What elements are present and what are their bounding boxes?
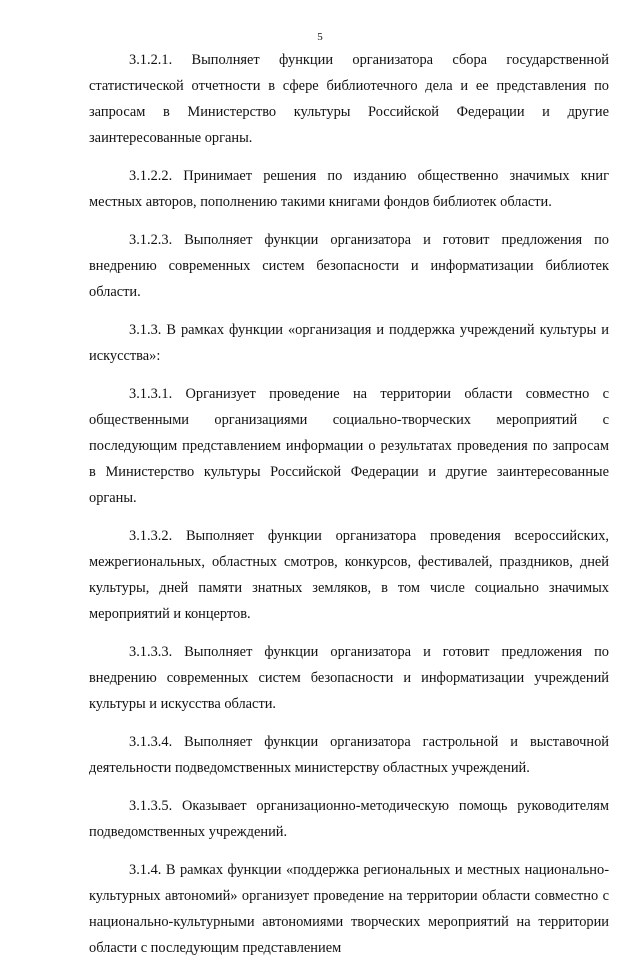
paragraph-3-1-2-2: 3.1.2.2. Принимает решения по изданию общественно значимых книг местных авторов, пополнению такими книгами фондов библиотек области. bbox=[89, 168, 609, 210]
paragraph-3-1-3: 3.1.3. В рамках функции «организация и поддержка учреждений культуры и искусства»: bbox=[89, 322, 609, 364]
paragraph-3-1-3-2: 3.1.3.2. Выполняет функции организатора проведения всероссийских, межрегиональных, областных смотров, конкурсов, фестивалей, праздников, дней культуры, дней памяти знатных земляков, в том числе социально значимых мероприятий и концертов. bbox=[89, 528, 609, 622]
paragraph-3-1-4: 3.1.4. В рамках функции «поддержка региональных и местных национально-культурных автономий» организует проведение на территории области совместно с национально-культурными автономиями творческих мероприятий на территории области с последующим представлением bbox=[89, 862, 609, 956]
document-body bbox=[89, 47, 609, 973]
paragraph-3-1-3-5: 3.1.3.5. Оказывает организационно-методическую помощь руководителям подведомственных учреждений. bbox=[89, 798, 609, 840]
paragraph-3-1-3-3: 3.1.3.3. Выполняет функции организатора и готовит предложения по внедрению современных систем безопасности и информатизации учреждений культуры и искусства области. bbox=[89, 644, 609, 712]
page-number: 5 bbox=[317, 31, 323, 43]
paragraph-3-1-3-4: 3.1.3.4. Выполняет функции организатора гастрольной и выставочной деятельности подведомственных министерству областных учреждений. bbox=[89, 734, 609, 776]
paragraph-3-1-3-1: 3.1.3.1. Организует проведение на территории области совместно с общественными организациями социально-творческих мероприятий с последующим представлением информации о результатах проведения по запросам в Министерство культуры Российской Федерации и другие заинтересованные органы. bbox=[89, 386, 609, 506]
paragraph-3-1-2-3: 3.1.2.3. Выполняет функции организатора и готовит предложения по внедрению современных систем безопасности и информатизации библиотек области. bbox=[89, 232, 609, 300]
paragraph-3-1-2-1: 3.1.2.1. Выполняет функции организатора сбора государственной статистической отчетности в сфере библиотечного дела и ее представления по запросам в Министерство культуры Российской Федерации и другие заинтересованные органы. bbox=[89, 52, 609, 146]
